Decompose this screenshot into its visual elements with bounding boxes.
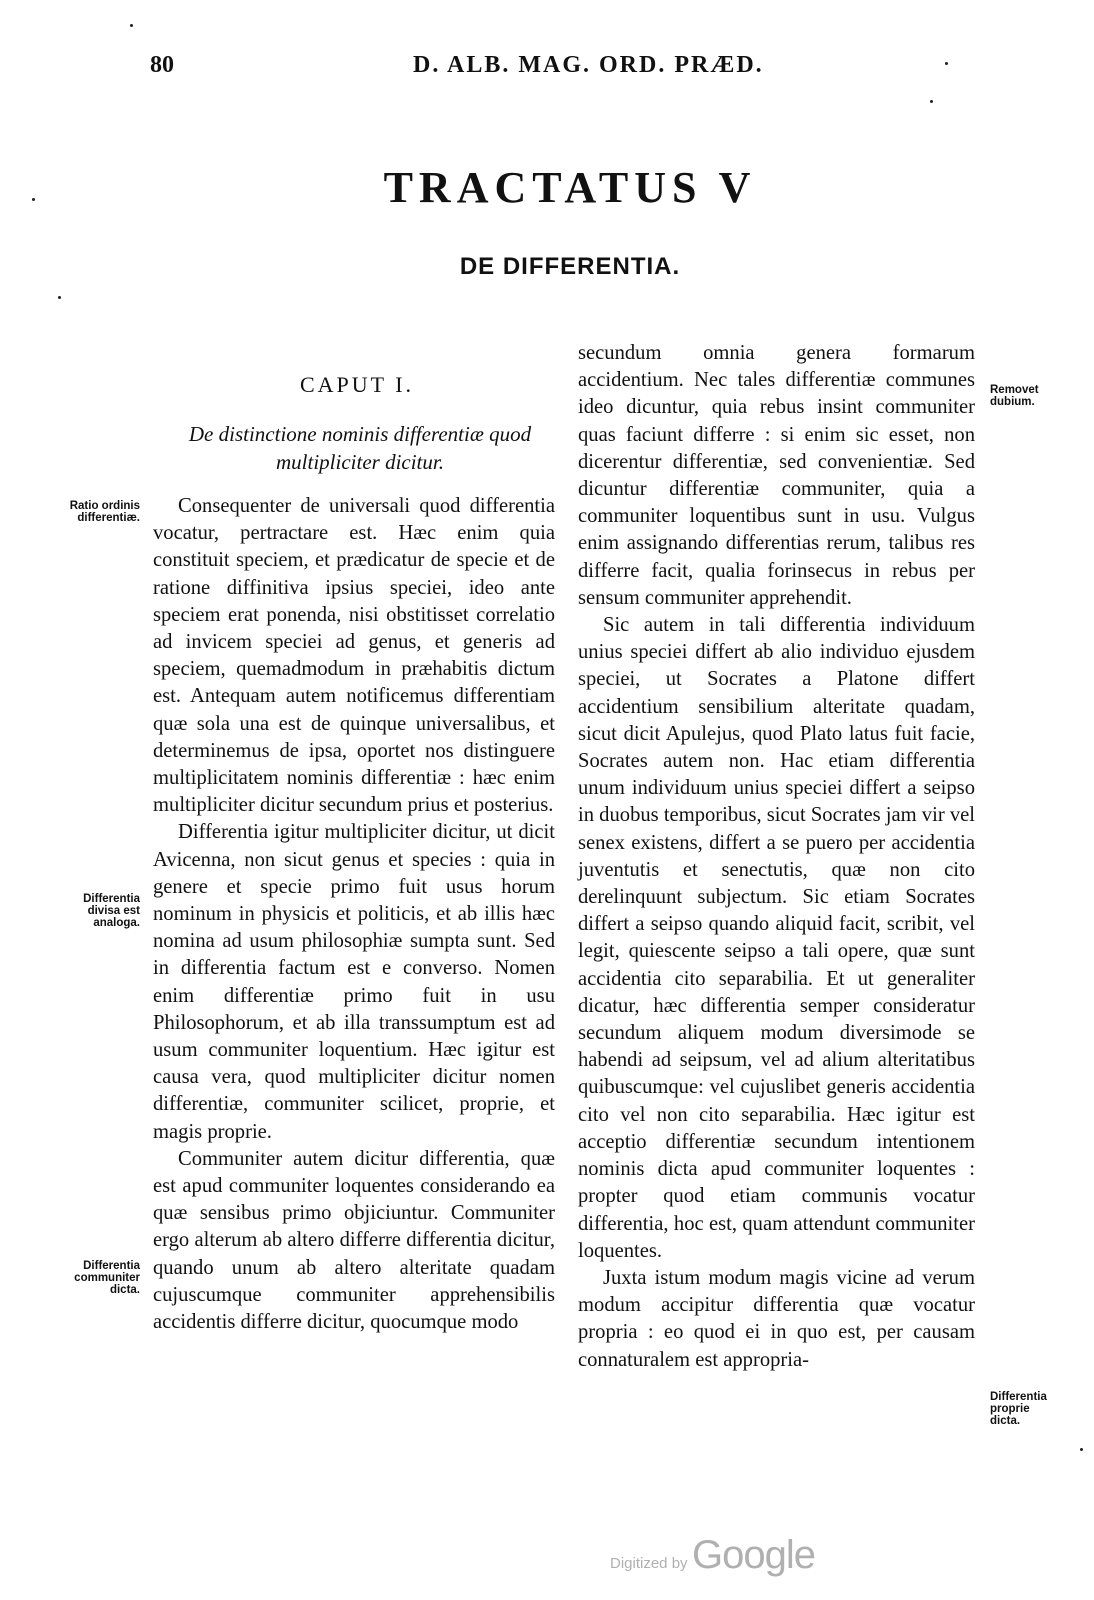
google-logo: Google bbox=[692, 1533, 815, 1577]
chapter-subtitle: De distinctione nominis differentiæ quod multipliciter dicitur. bbox=[188, 422, 532, 474]
margin-note: Differentia divisa est analoga. bbox=[83, 893, 140, 929]
print-speck bbox=[930, 100, 933, 103]
paragraph: secundum omnia genera formarum accidentium. Nec tales differentiæ communes ideo dicuntur, quia rebus insint communiter quas faciunt differre : si enim sic esset, non dicerentur differentiæ, sed convenientiæ. Sed dicuntur differentiæ communiter, quia a communiter loquentibus sunt in usu. Vulgus enim assignando differentias rerum, talibus res differre facit, qualia forinsecus in rebus per sensum communiter apprehendit. bbox=[578, 342, 975, 609]
left-column bbox=[153, 493, 555, 1336]
paragraph: Juxta istum modum magis vicine ad verum modum accipitur differentia quæ vocatur propria : eo quod ei in quo est, per causam connaturalem est appropria- bbox=[578, 1266, 975, 1371]
margin-note: Differentia proprie dicta. bbox=[990, 1391, 1047, 1427]
digitized-label: Digitized by bbox=[610, 1555, 688, 1572]
running-head: D. ALB. MAG. ORD. PRÆD. bbox=[413, 52, 764, 78]
paragraph: Sic autem in tali differentia individuum unius speciei differt ab alio individuo ejusdem speciei, ut Socrates a Platone differt accidentium sensibilium alteritate quadam, sicut dicit Apulejus, quod Plato latus fuit facie, Socrates autem non. Hac etiam differentia unum individuum unius speciei differt a seipso in duobus temporibus, sicut Socrates jam vir vel senex existens, differt a se puero per accidentia juventutis et senectutis, quæ non cito derelinquunt subjectum. Sic etiam Socrates differt a seipso quando aliquid facit, scribit, vel legit, quiescente seipso a tali opere, quæ sunt accidentia cito separabilia. Et ut generaliter dicatur, hæc differentia semper consideratur secundum aliquem modum diversimode se habendi ad seipsum, vel ad alium alteritatibus quibuscumque: vel cujuslibet generis accidentia cito vel non cito separabilia. Hæc igitur est acceptio differentiæ secundum intentionem nominis dicta apud communiter loquentes : propter quod etiam communis vocatur differentia, hoc est, quam attendunt communiter loquentes. bbox=[578, 614, 975, 1262]
page-number: 80 bbox=[150, 52, 174, 78]
print-speck bbox=[945, 62, 948, 65]
paragraph: Consequenter de universali quod differentia vocatur, pertractare est. Hæc enim quia constituit speciem, et prædicatur de specie et de ratione diffinitiva ipsius speciei, ideo ante speciem erat ponenda, nisi obstitisset correlatio ad invicem speciei ad genus, et generis ad speciem, quemadmodum in præhabitis dictum est. Antequam autem notificemus differentiam quæ sola una est de quinque universalibus, et determinemus de ipsa, oportet nos distinguere multiplicitatem nominis differentiæ : hæc enim multipliciter dicitur secundum prius et posterius. bbox=[153, 495, 555, 817]
print-speck bbox=[58, 296, 61, 299]
print-speck bbox=[130, 24, 133, 27]
tractatus-subtitle: DE DIFFERENTIA. bbox=[459, 253, 681, 280]
margin-note: Removet dubium. bbox=[990, 384, 1039, 408]
chapter-title: CAPUT I. bbox=[300, 372, 415, 397]
tractatus-title: TRACTATUS V bbox=[383, 163, 757, 212]
print-speck bbox=[1080, 1448, 1083, 1451]
digitized-watermark bbox=[610, 1533, 815, 1578]
margin-note: Ratio ordinis differentiæ. bbox=[69, 500, 140, 524]
print-speck bbox=[32, 198, 35, 201]
paragraph: Communiter autem dicitur differentia, quæ est apud communiter loquentes considerando ea quæ sensibus primo objiciuntur. Communiter ergo alterum ab altero differre differentia dicitur, quando unum ab altero alteritate quadam cujuscumque communiter apprehensibilis accidentis differre dicitur, quocumque modo bbox=[153, 1147, 555, 1334]
right-column bbox=[578, 340, 975, 1374]
paragraph: Differentia igitur multipliciter dicitur, ut dicit Avicenna, non sicut genus et species : quia in genere et specie primo fuit usus horum nominum in physicis et politicis, et ab illis hæc nomina ad usum philosophiæ sumpta sunt. Sed in differentia factum est e converso. Nomen enim differentiæ primo fuit in usu Philosophorum, et ab illa transsumptum est ad usum communiter loquentium. Hæc igitur est causa vera, quod multipliciter dicitur nomen differentiæ, communiter scilicet, proprie, et magis proprie. bbox=[153, 821, 555, 1143]
margin-note: Differentia communiter dicta. bbox=[74, 1260, 140, 1296]
